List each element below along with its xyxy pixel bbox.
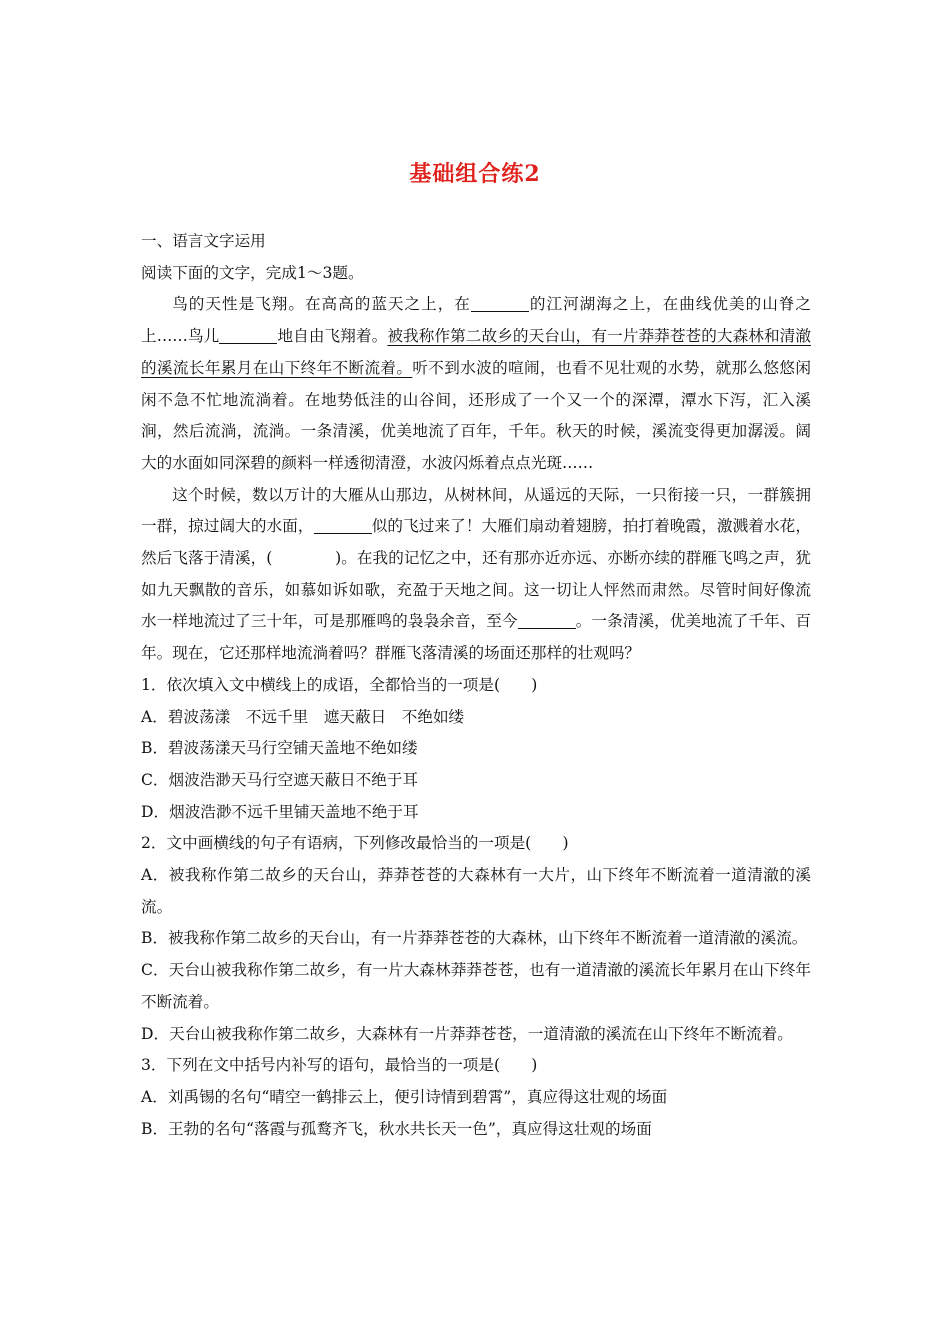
option-b: B．被我称作第二故乡的天台山，有一片莽莽苍苍的大森林，山下终年不断流着一道清澈的溪流。: [141, 929, 808, 948]
question-stem: 3．下列在文中括号内补写的语句，最恰当的一项是( ): [141, 1056, 538, 1075]
passage-text: 听不到水波的喧闹，也看不见壮观的水势，就那么悠悠闲闲不急不忙地流淌着。在地势低洼的山谷间，还形成了一个又一个的深潭，潭水下泻，汇入溪涧，然后流淌，流淌。一条清溪，优美地流了百年，千年。秋天的时候，溪流变得更加潺湲。阔大的水面如同深碧的颜料一样透彻清澄，水波闪烁着点点光斑……: [141, 358, 811, 472]
document-body: [141, 226, 811, 1145]
fill-blank: [219, 328, 277, 345]
option-d: D．烟波浩渺不远千里铺天盖地不绝于耳: [141, 802, 419, 821]
passage-text: 这个时候，数以万计的大雁从山那边，从树林间，从遥远的天际，一只衔接一只，一群簇拥一群，掠过阔大的水面，: [141, 485, 811, 536]
option-b: B．王勃的名句“落霞与孤鹜齐飞，秋水共长天一色”，真应得这壮观的场面: [141, 1119, 652, 1138]
passage-text: 的江河湖海之上，在曲线优美的山脊之上……鸟儿: [141, 295, 811, 346]
option-d: D．天台山被我称作第二故乡，大森林有一片莽莽苍苍，一道清澈的溪流在山下终年不断流着。: [141, 1024, 793, 1043]
underlined-sentence: 被我称作第二故乡的天台山，有一片莽莽苍苍的大森林和清澈的溪流长年累月在山下终年不断流着。: [141, 327, 811, 377]
question-2: [141, 828, 811, 1050]
fill-blank: [471, 296, 529, 313]
option-a: A．刘禹锡的名句“晴空一鹤排云上，便引诗情到碧霄”，真应得这壮观的场面: [141, 1087, 668, 1106]
question-3: [141, 1050, 811, 1145]
passage-paragraph-2: [141, 480, 811, 670]
question-1: [141, 670, 811, 829]
page-title: 基础组合练2: [409, 161, 541, 187]
option-c: C．烟波浩渺天马行空遮天蔽日不绝于耳: [141, 770, 419, 789]
option-c: C．天台山被我称作第二故乡，有一片大森林莽莽苍苍，也有一道清澈的溪流长年累月在山下终年不断流着。: [141, 961, 811, 1011]
passage-text: 似的飞过来了！大雁们扇动着翅膀，拍打着晚霞，激溅着水花，然后飞落于清溪，( )。在我的记忆之中，还有那亦近亦远、亦断亦续的群雁飞鸣之声，犹如九天飘散的音乐，如慕如诉如歌，充盈于天地之间。这一切让人怦然而肃然。尽管时间好像流水一样地流过了三十年，可是那雁鸣的袅袅余音，至今: [141, 517, 811, 631]
passage-paragraph-1: [141, 289, 811, 479]
passage: [141, 289, 811, 669]
instruction-text: 阅读下面的文字，完成1～3题。: [141, 263, 364, 282]
passage-text: 鸟的天性是飞翔。在高高的蓝天之上，在: [172, 295, 471, 314]
fill-blank: [518, 613, 576, 630]
passage-text: 。一条清溪，优美地流了千年、百年。现在，它还那样地流淌着吗？群雁飞落清溪的场面还那样的壮观吗？: [141, 612, 811, 663]
question-stem: 2．文中画横线的句子有语病，下列修改最恰当的一项是( ): [141, 834, 569, 853]
passage-text: 地自由飞翔着。: [277, 327, 388, 346]
question-stem: 1．依次填入文中横线上的成语，全都恰当的一项是( ): [141, 675, 538, 694]
option-b: B．碧波荡漾天马行空铺天盖地不绝如缕: [141, 739, 418, 758]
fill-blank: [314, 518, 372, 535]
option-a: A．被我称作第二故乡的天台山，莽莽苍苍的大森林有一大片，山下终年不断流着一道清澈的溪流。: [141, 866, 811, 916]
option-a: A．碧波荡漾 不远千里 遮天蔽日 不绝如缕: [141, 707, 465, 726]
section-heading: 一、语言文字运用: [141, 232, 266, 250]
